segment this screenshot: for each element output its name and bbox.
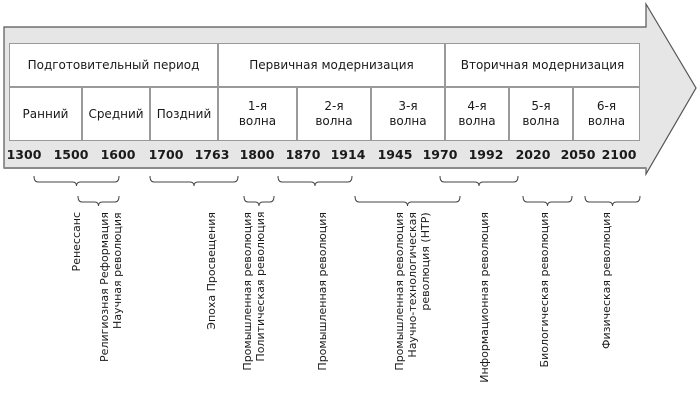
- stage-label: 2-я волна: [315, 99, 353, 128]
- event-reformation-science: Религиозная Реформация Научная революция: [98, 212, 124, 362]
- year-tick: 1992: [468, 147, 504, 162]
- stage-wave-5: [509, 87, 573, 141]
- event-industrial-political: Промышленная революция Политическая революция: [241, 212, 267, 371]
- year-tick: 1763: [194, 147, 230, 162]
- stage-label: 3-я волна: [389, 99, 427, 128]
- year-tick: 2020: [515, 147, 551, 162]
- period-secondary: [445, 43, 640, 87]
- brace: [355, 196, 460, 206]
- stage-wave-6: [573, 87, 640, 141]
- stage-wave-4: [445, 87, 509, 141]
- event-industrial-ntr: Промышленная революция Научно-технологическая революция (НТР): [393, 212, 432, 371]
- year-tick: 1914: [330, 147, 366, 162]
- event-biological: Биологическая революция: [538, 212, 551, 368]
- year-tick: 1945: [377, 147, 413, 162]
- year-tick: 1500: [53, 147, 89, 162]
- year-tick: 1800: [239, 147, 275, 162]
- stage-middle: [82, 87, 150, 141]
- brace: [523, 196, 572, 206]
- stage-label: Ранний: [22, 106, 69, 121]
- stage-label: Средний: [88, 106, 144, 121]
- brace: [440, 176, 518, 186]
- event-information: Информационная революция: [478, 212, 491, 383]
- stage-label: 1-я волна: [238, 99, 277, 128]
- brace: [78, 196, 119, 206]
- event-enlightenment: Эпоха Просвещения: [205, 212, 218, 330]
- stage-label: 5-я волна: [522, 99, 560, 128]
- stage-wave-2: [297, 87, 371, 141]
- brace: [150, 176, 238, 186]
- brace: [244, 196, 274, 206]
- stage-label: 4-я волна: [458, 99, 496, 128]
- stage-early: [9, 87, 82, 141]
- brace: [34, 176, 119, 186]
- period-braces: [34, 176, 640, 206]
- period-primary: [218, 43, 445, 87]
- year-tick: 1870: [285, 147, 321, 162]
- year-tick: 1970: [422, 147, 458, 162]
- year-tick: 2100: [601, 147, 637, 162]
- period-preparatory: [9, 43, 218, 87]
- year-tick: 1300: [6, 147, 42, 162]
- year-tick: 1700: [148, 147, 184, 162]
- period-label: Вторичная модернизация: [460, 57, 625, 72]
- stage-label: 6-я волна: [587, 99, 626, 128]
- year-tick: 1600: [100, 147, 136, 162]
- stage-late: [150, 87, 218, 141]
- period-label: Первичная модернизация: [249, 57, 414, 72]
- brace: [585, 196, 640, 206]
- event-industrial-2: Промышленная революция: [316, 212, 329, 371]
- stage-label: Поздний: [156, 106, 212, 121]
- brace: [278, 176, 352, 186]
- event-renaissance: Ренессанс: [70, 212, 83, 272]
- stage-wave-3: [371, 87, 445, 141]
- year-tick: 2050: [560, 147, 596, 162]
- stage-wave-1: [218, 87, 297, 141]
- period-label: Подготовительный период: [27, 57, 200, 72]
- event-physical: Физическая революция: [600, 212, 613, 349]
